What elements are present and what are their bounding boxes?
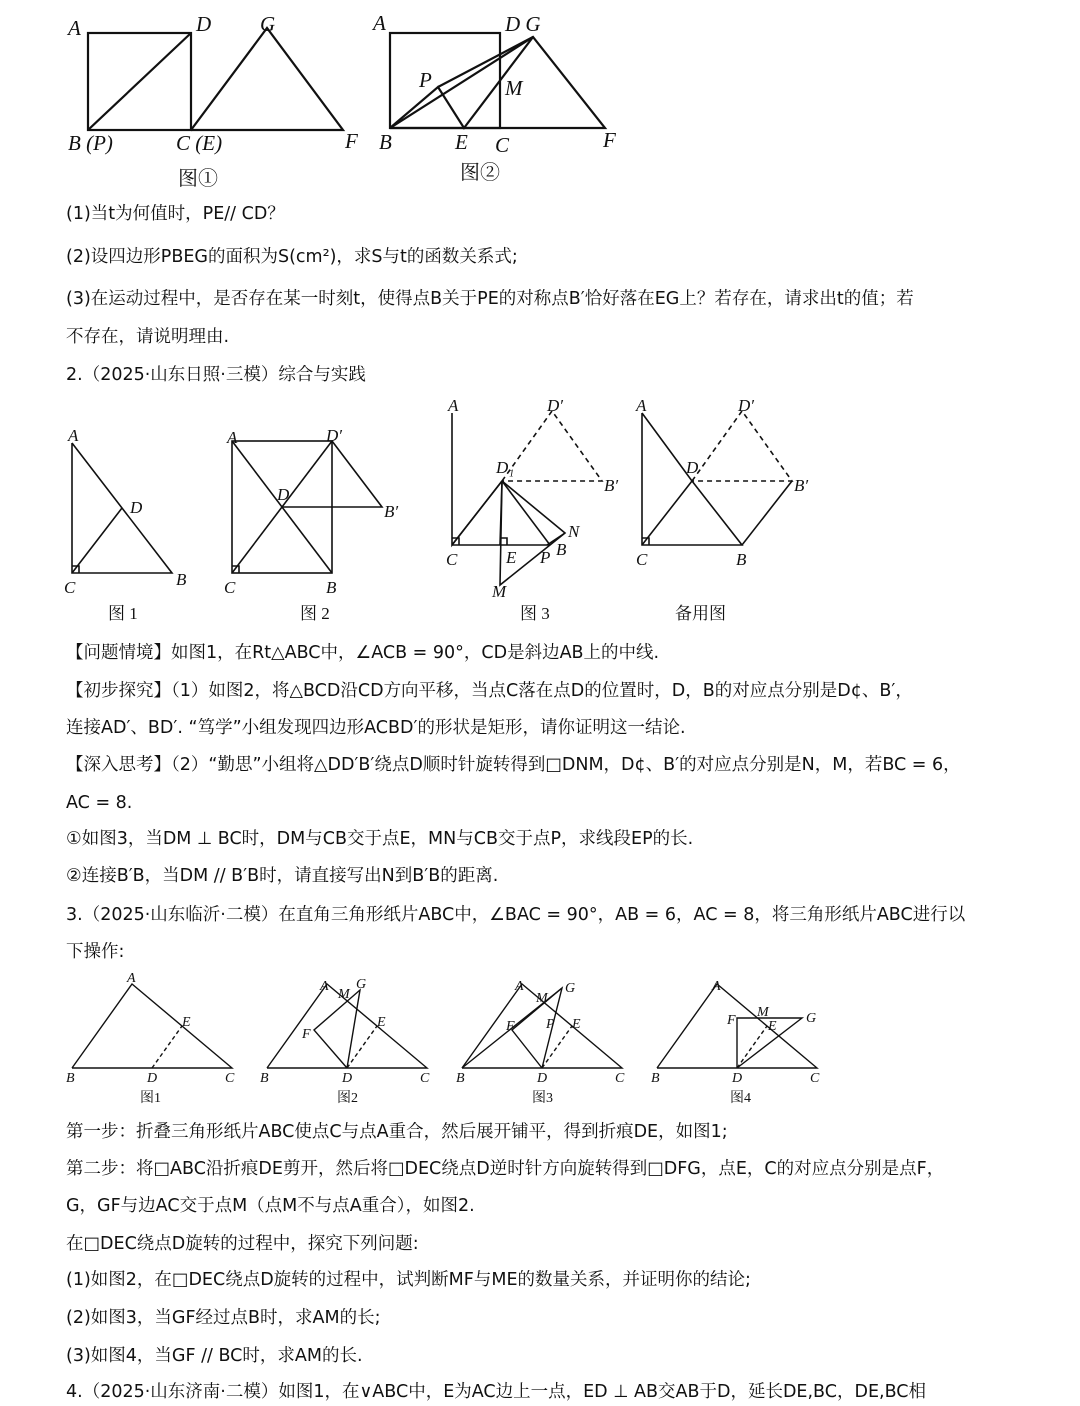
f3-P: P xyxy=(540,548,551,567)
label-F: F xyxy=(345,129,358,153)
q3-figures xyxy=(62,970,842,1110)
f2-Bp: B′ xyxy=(384,502,399,521)
f1-B: B xyxy=(66,1071,75,1086)
f1-B: B xyxy=(176,570,187,589)
f3-C: C xyxy=(446,550,458,569)
label-M: M xyxy=(505,76,523,100)
f4-A: A xyxy=(712,979,721,994)
q2-line-6: ①如图3，当DM ⊥ BC时，DM与CB交于点E，MN与CB交于点P，求线段EP的长. xyxy=(66,829,694,849)
q3-header-cont: 下操作: xyxy=(66,942,125,962)
q3-step-1: 第一步：折叠三角形纸片ABC使点C与点A重合，然后展开铺平，得到折痕DE，如图1; xyxy=(66,1122,728,1142)
f2-D: D xyxy=(342,1071,353,1086)
f3-N: N xyxy=(568,522,580,541)
f1-E: E xyxy=(182,1015,191,1030)
q3-step-2: 第二步：将□ABC沿折痕DE剪开，然后将□DEC绕点D逆时针方向旋转得到□DFG，点E，C的对应点分别是点F， xyxy=(66,1159,945,1179)
f4-F: F xyxy=(727,1013,736,1028)
f4-D: D xyxy=(732,1071,743,1086)
q3-caption-4: 图4 xyxy=(730,1091,751,1106)
f3-D: D xyxy=(537,1071,548,1086)
f2-B: B xyxy=(326,578,337,597)
f2-B: B xyxy=(260,1071,269,1086)
f1-C: C xyxy=(64,578,76,597)
label-G: G xyxy=(260,12,276,36)
q2-line-7: ②连接B′B，当DM // B′B时，请直接写出N到B′B的距离. xyxy=(66,866,499,886)
top-figure-2 xyxy=(365,5,635,185)
q2-line-5: AC = 8. xyxy=(66,793,133,813)
f2-M: M xyxy=(338,987,350,1002)
q2-line-4: 【深入思考】（2）“勤思”小组将△DD′B′绕点D顺时针旋转得到□DNM，D¢、B′的对应点分别是N，M，若BC = 6， xyxy=(66,755,961,775)
label-BP: B (P) xyxy=(68,131,113,155)
f4-C: C xyxy=(636,550,648,569)
top-figure-1 xyxy=(60,5,360,190)
label-F: F xyxy=(603,128,616,152)
q3-caption-3: 图3 xyxy=(532,1091,553,1106)
f3-B: B xyxy=(556,540,567,559)
f2-Dp: D′ xyxy=(326,426,342,445)
label-A: A xyxy=(373,11,386,35)
q2-line-3: 连接AD′、BD′. “笃学”小组发现四边形ACBD′的形状是矩形，请你证明这一结论. xyxy=(66,718,686,738)
f4-B: B xyxy=(651,1071,660,1086)
f2-A: A xyxy=(320,979,329,994)
label-B: B xyxy=(379,130,392,154)
f4-A: A xyxy=(636,396,647,415)
f3-M: M xyxy=(492,582,507,601)
label-C: C xyxy=(495,133,510,157)
f4-Dp: D′ xyxy=(738,396,754,415)
f1-A: A xyxy=(127,971,136,986)
q1-part-3: (3)在运动过程中，是否存在某一时刻t，使得点B关于PE的对称点B′恰好落在EG上？若存在，请求出t的值；若 xyxy=(66,289,914,309)
label-DG: D G xyxy=(505,12,541,36)
label-CE: C (E) xyxy=(176,131,223,155)
f2-C: C xyxy=(224,578,236,597)
caption-fig-2: 图② xyxy=(460,162,500,184)
q2-line-1: 【问题情境】如图1，在Rt△ABC中，∠ACB = 90°，CD是斜边AB上的中线. xyxy=(66,643,660,663)
f4-D: D xyxy=(686,458,699,477)
f4-M: M xyxy=(757,1005,769,1020)
q3-step-3: 在□DEC绕点D旋转的过程中，探究下列问题: xyxy=(66,1234,419,1254)
q2-caption-1: 图 1 xyxy=(108,604,138,623)
f3-G: G xyxy=(565,981,576,996)
label-E: E xyxy=(455,130,468,154)
f3-Bp: B′ xyxy=(604,476,619,495)
q2-line-2: 【初步探究】（1）如图2，将△BCD沿CD方向平移，当点C落在点D的位置时，D，B的对应点分别是D¢、B′， xyxy=(66,681,913,701)
f1-A: A xyxy=(68,426,79,445)
f2-G: G xyxy=(356,977,367,992)
f2-C: C xyxy=(420,1071,430,1086)
f4-B: B xyxy=(736,550,747,569)
q1-part-1: (1)当t为何值时，PE// CD？ xyxy=(66,204,285,224)
q3-caption-2: 图2 xyxy=(337,1091,358,1106)
f3-E: E xyxy=(572,1017,581,1032)
f3-B: B xyxy=(456,1071,465,1086)
q3-caption-1: 图1 xyxy=(140,1091,161,1106)
f1-C: C xyxy=(225,1071,235,1086)
q2-caption-2: 图 2 xyxy=(300,604,330,623)
f1-D: D xyxy=(147,1071,158,1086)
f1-D: D xyxy=(130,498,143,517)
label-D: D xyxy=(196,12,212,36)
f3-P: P xyxy=(546,1017,555,1032)
f3-Dp: D′ xyxy=(547,396,563,415)
q2-header: 2.（2025·山东日照·三模）综合与实践 xyxy=(66,365,366,385)
f3-F: F xyxy=(506,1019,515,1034)
q3-step-2-cont: G，GF与边AC交于点M（点M不与点A重合），如图2. xyxy=(66,1196,475,1216)
f2-A: A xyxy=(227,428,238,447)
q4-header: 4.（2025·山东济南·二模）如图1，在∨ABC中，E为AC边上一点，ED ⊥ AB交AB于D，延长DE,BC，DE,BC相 xyxy=(66,1382,926,1402)
q1-part-3-cont: 不存在，请说明理由. xyxy=(66,327,230,347)
f3-A: A xyxy=(448,396,459,415)
q3-part-1: (1)如图2，在□DEC绕点D旋转的过程中，试判断MF与ME的数量关系，并证明你的结论; xyxy=(66,1270,751,1290)
f2-D: D xyxy=(277,485,290,504)
q3-header: 3.（2025·山东临沂·二模）在直角三角形纸片ABC中，∠BAC = 90°，AB = 6，AC = 8，将三角形纸片ABC进行以 xyxy=(66,905,966,925)
f2-F: F xyxy=(302,1027,311,1042)
q3-part-2: (2)如图3，当GF经过点B时，求AM的长; xyxy=(66,1308,381,1328)
f2-E: E xyxy=(377,1015,386,1030)
q3-part-3: (3)如图4，当GF // BC时，求AM的长. xyxy=(66,1346,363,1366)
f3-A: A xyxy=(515,979,524,994)
label-P: P xyxy=(419,68,432,92)
q2-figures xyxy=(60,395,830,630)
f3-C: C xyxy=(615,1071,625,1086)
q2-caption-3: 图 3 xyxy=(520,604,550,623)
f3-E: E xyxy=(506,548,517,567)
q2-caption-4: 备用图 xyxy=(675,604,726,623)
f4-G: G xyxy=(806,1011,817,1026)
f4-E: E xyxy=(768,1019,777,1034)
q1-part-2: (2)设四边形PBEG的面积为S(cm²)，求S与t的函数关系式; xyxy=(66,247,518,267)
label-A: A xyxy=(68,16,81,40)
f4-Bp: B′ xyxy=(794,476,809,495)
f4-C: C xyxy=(810,1071,820,1086)
f3-M: M xyxy=(536,991,548,1006)
f3-D1: D₁ xyxy=(496,458,515,477)
caption-fig-1: 图① xyxy=(178,168,218,190)
